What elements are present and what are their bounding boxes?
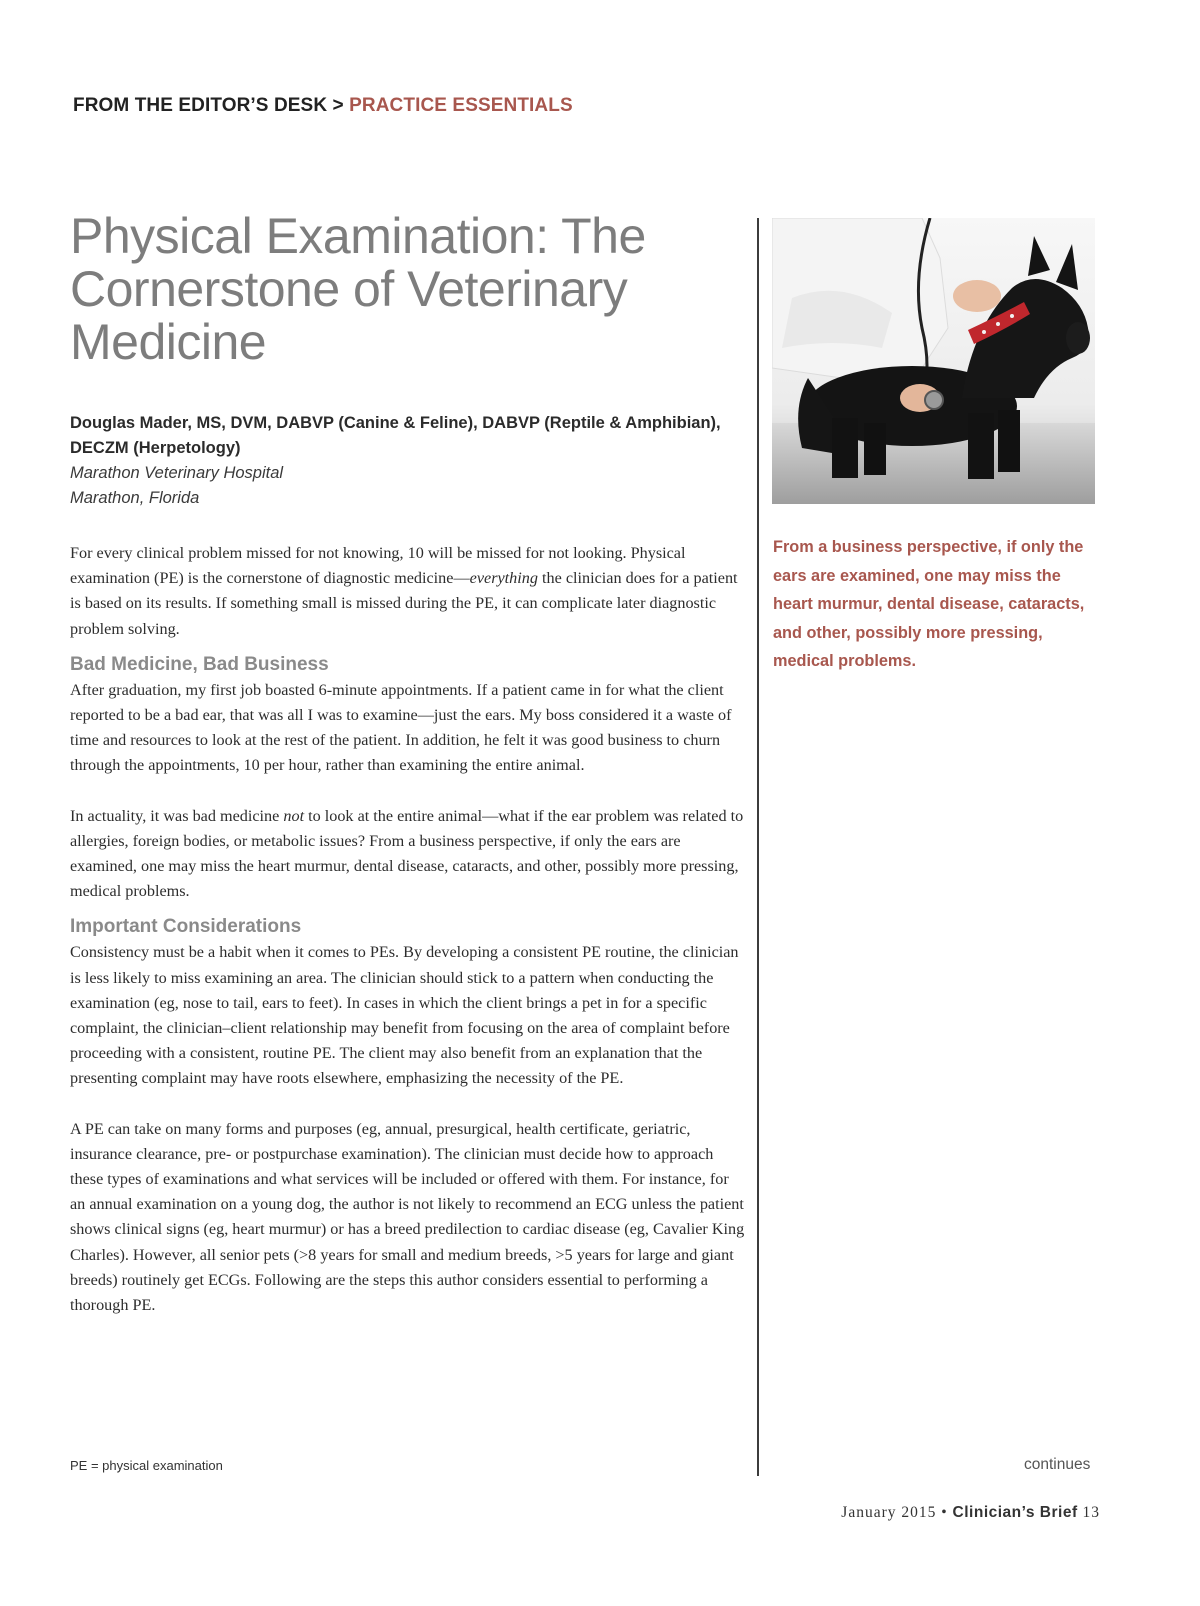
author-name: Douglas Mader, MS, DVM, DABVP (Canine & Feline), DABVP (Reptile & Amphibian), DECZM (Herpetology) <box>70 414 721 457</box>
body-paragraph: A PE can take on many forms and purposes (eg, annual, presurgical, health certificate, geriatric, insurance clearance, pre- or postpurchase examination). The clinician must decide how to approach these types of examinations and what services will be included or offered with them. For instance, for an annual examination on a young dog, the author is not likely to recommend an ECG unless the patient shows clinical signs (eg, heart murmur) or has a breed predilection to cardiac disease (eg, Cavalier King Charles). However, all senior pets (>8 years for small and medium breeds, >5 years for large and giant breeds) routinely get ECGs. Following are the steps this author considers essential to performing a thorough PE. <box>70 1119 745 1315</box>
body-paragraph: Consistency must be a habit when it comes to PEs. By developing a consistent PE routine, the clinician is less likely to miss examining an area. The clinician should stick to a pattern when conducting the examination (eg, nose to tail, ears to feet). In cases in which the client brings a pet in for a specific complaint, the clinician–client relationship may benefit from focusing on the area of complaint before proceeding with a consistent, routine PE. The client may also benefit from an explanation that the presenting complaint may have roots elsewhere, emphasizing the necessity of the PE. <box>70 943 739 1088</box>
byline <box>70 411 750 511</box>
article-title: Physical Examination: The Cornerstone of Veterinary Medicine <box>70 208 646 370</box>
section-heading-important-considerations: Important Considerations <box>70 916 302 938</box>
dog-exam-photo <box>772 218 1095 504</box>
column-divider <box>757 218 759 1476</box>
continues-label: continues <box>1024 1456 1091 1473</box>
body-paragraph: In actuality, it was bad medicine not to look at the entire animal—what if the ear problem was related to allergies, foreign bodies, or metabolic issues? From a business perspective, if only the ears are examined, one may miss the heart murmur, dental disease, cataracts, and other, possibly more pressing, medical problems. <box>70 806 744 901</box>
affiliation-location: Marathon, Florida <box>70 489 200 507</box>
subsection-name: PRACTICE ESSENTIALS <box>349 95 573 116</box>
dog-exam-illustration <box>772 218 1095 504</box>
page-number: 13 <box>1082 1504 1100 1521</box>
issue-date: January 2015 • <box>841 1504 948 1521</box>
pull-quote: From a business perspective, if only the ears are examined, one may miss the heart murmur, dental disease, cataracts, and other, possibly more pressing, medical problems. <box>773 538 1085 670</box>
affiliation-hospital: Marathon Veterinary Hospital <box>70 464 284 482</box>
body-paragraph: After graduation, my first job boasted 6-minute appointments. If a patient came in for what the client reported to be a bad ear, that was all I was to examine—just the ears. My boss considered it a waste of time and resources to look at the rest of the patient. In addition, he felt it was good business to churn through the appointments, 10 per hour, rather than examining the entire animal. <box>70 680 732 775</box>
magazine-name: Clinician’s Brief <box>952 1504 1078 1521</box>
page-folio <box>841 1504 1100 1522</box>
section-label <box>73 95 573 117</box>
section-heading-bad-medicine: Bad Medicine, Bad Business <box>70 653 329 675</box>
abbreviation-footnote: PE = physical examination <box>70 1458 223 1473</box>
section-name: FROM THE EDITOR’S DESK > <box>73 95 344 116</box>
intro-paragraph: For every clinical problem missed for not knowing, 10 will be missed for not looking. Physical examination (PE) is the cornerstone of diagnostic medicine—everything the clinician does for a patient is based on its results. If something small is missed during the PE, it can complicate later diagnostic problem solving. <box>70 544 738 638</box>
article-body <box>70 541 746 1318</box>
